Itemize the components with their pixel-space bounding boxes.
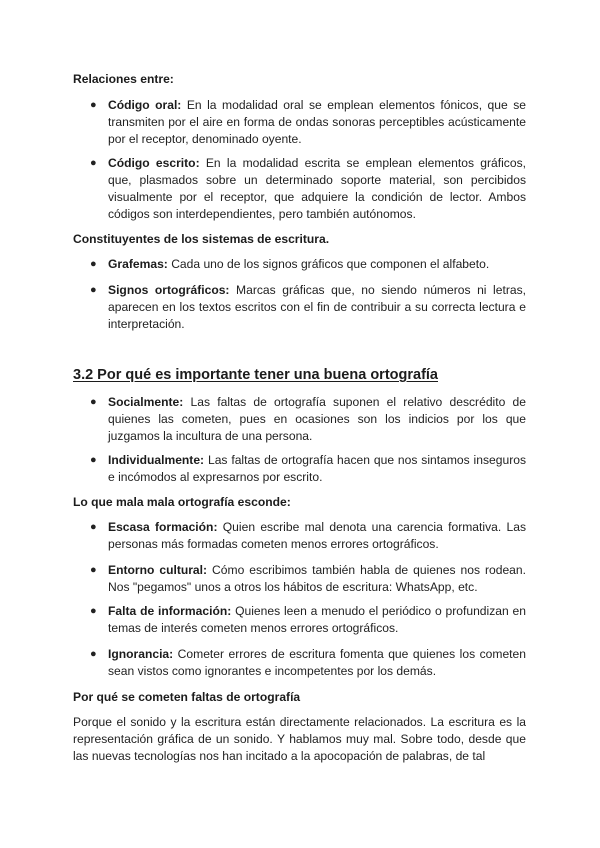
item-term: Signos ortográficos: — [108, 283, 230, 297]
heading-relaciones: Relaciones entre: — [73, 72, 174, 86]
item-text: Las faltas de ortografía hacen que nos sintamos inseguros e incómodos al expresarnos por escrito. — [108, 453, 526, 484]
item-term: Individualmente: — [108, 453, 205, 467]
item-text: Quienes leen a menudo el periódico o profundizan en temas de interés cometen menos errores ortográficos. — [108, 604, 527, 635]
paragraph-por-que: Porque el sonido y la escritura están directamente relacionados. La escritura es la representación gráfica de un sonido. Y hablamos muy mal. Sobre todo, desde que las nuevas tecnologías nos han incitado a la apocopación de palabras, de tal — [73, 715, 526, 763]
bullet-icon: ● — [90, 258, 97, 270]
heading-constituyentes: Constituyentes de los sistemas de escritura. — [73, 232, 330, 246]
item-text: Cometer errores de escritura fomenta que quienes los cometen sean vistos como ignorantes e incompetentes por los demás. — [108, 647, 526, 678]
item-text: En la modalidad oral se emplean elementos fónicos, que se transmiten por el aire en forma de ondas sonoras perceptibles acústicamente por el receptor, denominado oyente. — [108, 98, 526, 146]
item-term: Grafemas: — [108, 257, 168, 271]
item-term: Escasa formación: — [108, 520, 218, 534]
item-text: Quien escribe mal denota una carencia formativa. Las personas más formadas cometen menos errores ortográficos. — [108, 520, 526, 551]
item-term: Entorno cultural: — [108, 563, 208, 577]
heading-por-que: Por qué se cometen faltas de ortografía — [73, 690, 301, 704]
item-term: Ignorancia: — [108, 647, 174, 661]
bullet-icon: ● — [90, 521, 97, 533]
list-item-individualmente — [90, 452, 526, 486]
list-item-ignorancia — [90, 646, 526, 680]
section-title-3-2: 3.2 Por qué es importante tener una buena ortografía — [73, 367, 438, 383]
item-text: Cómo escribimos también habla de quienes nos rodean. Nos "pegamos" unos a otros los hábitos de escritura: WhatsApp, etc. — [108, 563, 526, 594]
item-term: Código oral: — [108, 98, 182, 112]
item-term: Código escrito: — [108, 156, 200, 170]
item-text: Marcas gráficas que, no siendo números ni letras, aparecen en los textos escritos con el fin de contribuir a su correcta lectura e interpretación. — [108, 283, 526, 331]
item-text: En la modalidad escrita se emplean elementos gráficos, que, plasmados sobre un determinado soporte material, son percibidos visualmente por el receptor, que adquiere la condición de lector. Ambos códigos son interdependientes, pero también autónomos. — [108, 156, 526, 221]
item-term: Falta de información: — [108, 604, 232, 618]
list-item-codigo-oral — [90, 97, 526, 148]
item-text: Las faltas de ortografía suponen el relativo descrédito de quienes las cometen, pues en ocasiones son los indicios por los que juzgamos la incultura de una persona. — [108, 395, 526, 443]
item-text: Cada uno de los signos gráficos que componen el alfabeto. — [167, 257, 490, 271]
bullet-icon: ● — [90, 157, 97, 169]
list-item-codigo-escrito — [90, 155, 526, 223]
bullet-icon: ● — [90, 605, 97, 617]
list-item-socialmente — [90, 394, 526, 445]
list-item-entorno-cultural — [90, 562, 526, 596]
list-item-falta-informacion — [90, 603, 527, 637]
list-item-escasa-formacion — [90, 519, 526, 553]
list-item-grafemas — [90, 256, 526, 273]
bullet-icon: ● — [90, 284, 97, 296]
bullet-icon: ● — [90, 564, 97, 576]
bullet-icon: ● — [90, 396, 97, 408]
bullet-icon: ● — [90, 454, 97, 466]
list-item-signos-ortograficos — [90, 282, 526, 333]
item-term: Socialmente: — [108, 395, 184, 409]
bullet-icon: ● — [90, 648, 97, 660]
bullet-icon: ● — [90, 99, 97, 111]
heading-esconde: Lo que mala mala ortografía esconde: — [73, 495, 291, 509]
